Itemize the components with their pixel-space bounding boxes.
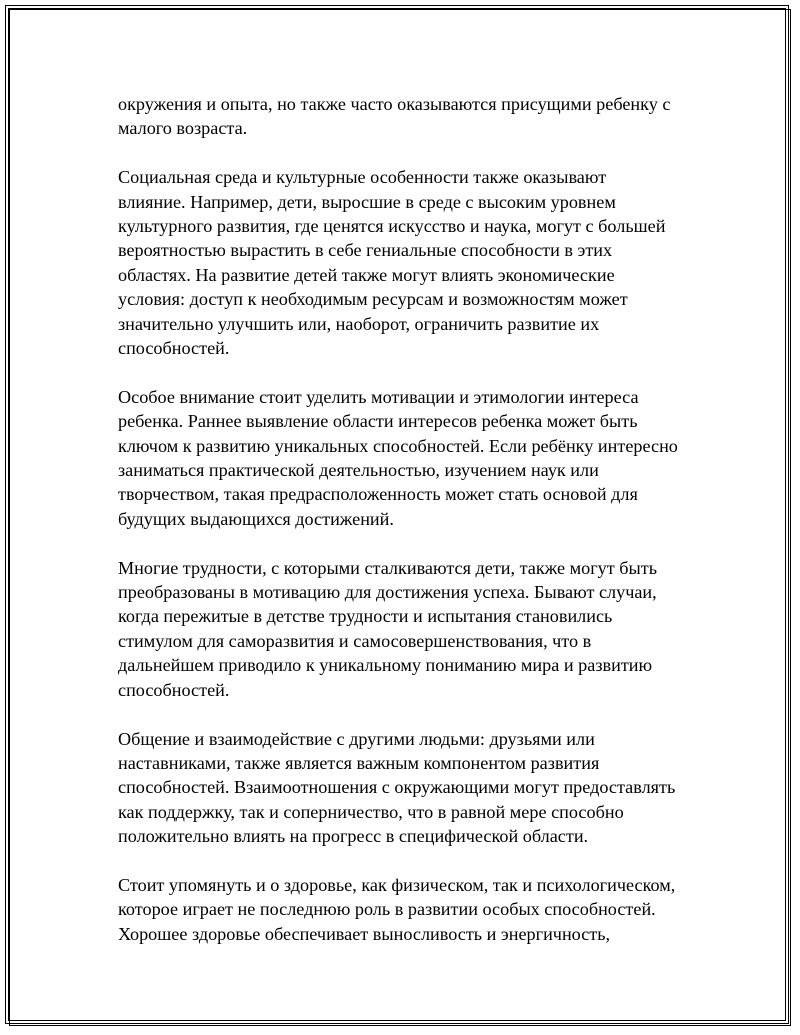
paragraph	[118, 556, 698, 702]
text-line: влияние. Например, дети, выросшие в среде с высоким уровнем	[118, 191, 616, 212]
paragraph	[118, 92, 698, 141]
text-line: ключом к развитию уникальных способностей. Если ребёнку интересно	[118, 435, 678, 456]
text-line: будущих выдающихся достижений.	[118, 508, 394, 529]
text-line: способностей.	[118, 338, 230, 359]
text-line: которое играет не последнюю роль в развитии особых способностей.	[118, 899, 656, 920]
text-line: наставниками, также является важным компонентом развития	[118, 752, 600, 773]
text-line: условия: доступ к необходимым ресурсам и возможностям может	[118, 289, 628, 310]
text-line: способностей.	[118, 679, 230, 700]
paragraph	[118, 165, 698, 360]
text-line: культурного развития, где ценятся искусство и наука, могут с большей	[118, 216, 666, 237]
text-line: Социальная среда и культурные особенности также оказывают	[118, 167, 607, 188]
text-line: Общение и взаимодействие с другими людьми: друзьями или	[118, 728, 595, 749]
paragraph	[118, 385, 698, 531]
text-line: значительно улучшить или, наоборот, ограничить развитие их	[118, 313, 600, 334]
text-line: Стоит упомянуть и о здоровье, как физическом, так и психологическом,	[118, 874, 676, 895]
text-line: преобразованы в мотивацию для достижения успеха. Бывают случаи,	[118, 582, 657, 603]
paragraph	[118, 873, 698, 946]
text-line: творчеством, такая предрасположенность может стать основой для	[118, 484, 638, 505]
document-body	[118, 92, 698, 971]
text-line: положительно влиять на прогресс в специфической области.	[118, 826, 589, 847]
text-line: заниматься практической деятельностью, изучением наук или	[118, 460, 599, 481]
text-line: окружения и опыта, но также часто оказываются присущими ребенку с	[118, 94, 671, 114]
text-line: способностей. Взаимоотношения с окружающими могут предоставлять	[118, 777, 676, 798]
text-line: как поддержку, так и соперничество, что в равной мере способно	[118, 801, 624, 822]
text-line: вероятностью вырастить в себе гениальные способности в этих	[118, 240, 613, 261]
text-line: ребенка. Раннее выявление области интересов ребенка может быть	[118, 411, 638, 432]
text-line: дальнейшем приводило к уникальному пониманию мира и развитию	[118, 655, 653, 676]
text-line: когда пережитые в детстве трудности и испытания становились	[118, 606, 613, 627]
text-line: Особое внимание стоит уделить мотивации и этимологии интереса	[118, 386, 639, 407]
text-line: Хорошее здоровье обеспечивает выносливость и энергичность,	[118, 923, 611, 944]
text-line: областях. На развитие детей также могут влиять экономические	[118, 264, 615, 285]
text-line: стимулом для саморазвития и самосовершенствования, что в	[118, 630, 592, 651]
paragraph	[118, 727, 698, 849]
text-line: Многие трудности, с которыми сталкиваются дети, также могут быть	[118, 557, 657, 578]
text-line: малого возраста.	[118, 118, 248, 139]
